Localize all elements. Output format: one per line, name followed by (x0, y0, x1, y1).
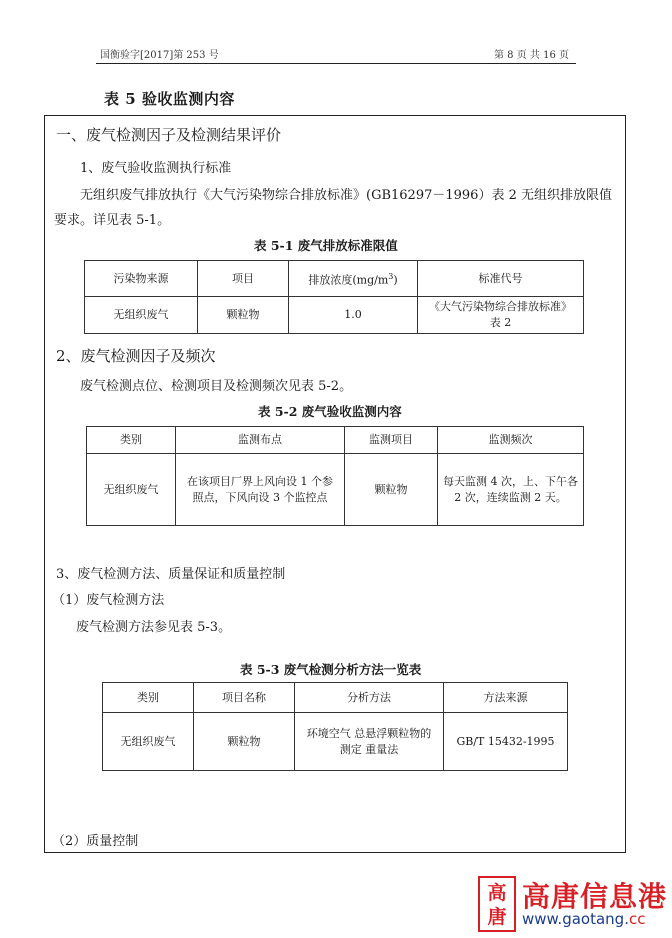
paragraph-factors: 废气检测点位、检测项目及检测频次见表 5-2。 (80, 379, 353, 394)
subheading-quality-control: （2）质量控制 (52, 834, 139, 849)
table2-cell-item: 颗粒物 (345, 454, 438, 526)
table2-header-points: 监测布点 (176, 427, 345, 454)
header-rule (96, 63, 576, 64)
paragraph-standard-line2: 要求。详见表 5-1。 (54, 213, 171, 228)
table2-caption: 表 5-2 废气验收监测内容 (258, 404, 402, 419)
table3-caption: 表 5-3 废气检测分析方法一览表 (240, 662, 422, 677)
table3-cell-method: 环境空气 总悬浮颗粒物的 测定 重量法 (295, 713, 444, 771)
table2-cell-points: 在该项目厂界上风向设 1 个参 照点，下风向设 3 个监控点 (176, 454, 345, 526)
table2-header-category: 类别 (87, 427, 176, 454)
table1-header-source: 污染物来源 (85, 261, 198, 297)
section-heading-1: 一、废气检测因子及检测结果评价 (56, 126, 282, 144)
header-page-number: 第 8 页 共 16 页 (494, 50, 569, 61)
table3-cell-category: 无组织废气 (103, 713, 194, 771)
watermark-url: www.gaotang.cc (522, 910, 646, 928)
paragraph-standard-line1: 无组织废气排放执行《大气污染物综合排放标准》(GB16297－1996）表 2 无组织排放限值 (80, 188, 612, 203)
header-doc-number: 国衡验字[2017]第 253 号 (100, 50, 219, 61)
subheading-factors: 2、废气检测因子及频次 (56, 347, 216, 365)
table2-cell-frequency: 每天监测 4 次，上、下午各 2 次，连续监测 2 天。 (438, 454, 584, 526)
watermark-logo: 高 唐 (478, 876, 516, 932)
table1-header-item: 项目 (198, 261, 289, 297)
table2-cell-category: 无组织废气 (87, 454, 176, 526)
table2-header-item: 监测项目 (345, 427, 438, 454)
subheading-standard: 1、废气验收监测执行标准 (80, 161, 232, 176)
watermark-text: 高唐信息港 (522, 880, 668, 913)
table3-cell-item: 颗粒物 (194, 713, 295, 771)
subheading-detection-method: （1）废气检测方法 (52, 593, 165, 608)
table3-header-category: 类别 (103, 683, 194, 713)
table1-header-concentration: 排放浓度$(mg/m^3)$ (289, 261, 418, 297)
table1-header-standard: 标准代号 (418, 261, 584, 297)
table1-caption: 表 5-1 废气排放标准限值 (254, 238, 398, 253)
table1-cell-source: 无组织废气 (85, 297, 198, 334)
table-analysis-methods (102, 682, 568, 771)
table-monitoring-content (86, 426, 584, 526)
subheading-methods: 3、废气检测方法、质量保证和质量控制 (56, 567, 286, 582)
table2-header-frequency: 监测频次 (438, 427, 584, 454)
table3-cell-source: GB/T 15432-1995 (444, 713, 568, 771)
table1-cell-standard: 《大气污染物综合排放标准》 表 2 (418, 297, 584, 334)
table3-header-item: 项目名称 (194, 683, 295, 713)
document-title: 表 5 验收监测内容 (104, 90, 235, 108)
table1-cell-item: 颗粒物 (198, 297, 289, 334)
paragraph-methods: 废气检测方法参见表 5-3。 (76, 620, 232, 635)
table1-cell-value: 1.0 (289, 297, 418, 334)
table-emission-limits (84, 260, 584, 334)
table3-header-method: 分析方法 (295, 683, 444, 713)
table3-header-source: 方法来源 (444, 683, 568, 713)
